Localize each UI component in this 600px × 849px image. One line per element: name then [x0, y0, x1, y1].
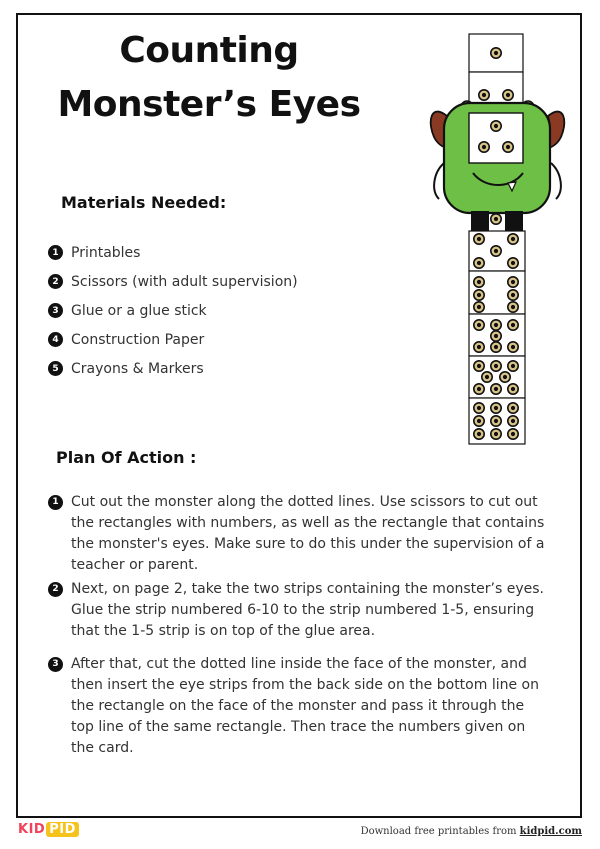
material-text: Scissors (with adult supervision)	[71, 273, 298, 290]
number-badge: 3	[48, 657, 63, 672]
material-text: Construction Paper	[71, 331, 205, 348]
footer-text: Download free printables from	[360, 826, 517, 837]
material-text: Printables	[71, 244, 141, 261]
page-title: Counting Monster’s Eyes	[57, 30, 361, 125]
number-badge: 1	[48, 245, 63, 260]
number-badge: 3	[48, 303, 63, 318]
list-item	[48, 579, 548, 654]
logo-kid-text: KID	[18, 822, 46, 837]
materials-list	[48, 238, 298, 383]
kidpid-logo[interactable]	[18, 822, 79, 837]
number-badge: 5	[48, 361, 63, 376]
list-item	[48, 267, 298, 296]
material-text: Glue or a glue stick	[71, 302, 207, 319]
number-badge: 1	[48, 495, 63, 510]
number-badge: 2	[48, 582, 63, 597]
list-item	[48, 354, 298, 383]
number-badge: 4	[48, 332, 63, 347]
list-item	[48, 325, 298, 354]
material-text: Crayons & Markers	[71, 360, 204, 377]
plan-heading: Plan Of Action :	[56, 448, 197, 467]
list-item	[48, 296, 298, 325]
footer-note	[361, 826, 582, 837]
list-item	[48, 238, 298, 267]
plan-steps-list	[48, 492, 548, 759]
step-text: After that, cut the dotted line inside the face of the monster, and then insert the eye strips from the back side on the bottom line on the rectangle on the face of the monster and pass it through the top line of the same rectangle. Then trace the numbers given on the card.	[71, 656, 539, 756]
footer-link[interactable]: kidpid.com	[519, 826, 582, 837]
list-item	[48, 492, 548, 579]
number-badge: 2	[48, 274, 63, 289]
monster-illustration	[425, 33, 570, 448]
step-text: Next, on page 2, take the two strips containing the monster’s eyes. Glue the strip numbered 6-10 to the strip numbered 1-5, ensuring that the 1-5 strip is on top of the glue area.	[71, 581, 544, 639]
step-text: Cut out the monster along the dotted lines. Use scissors to cut out the rectangles with numbers, as well as the rectangle that contains the monster's eyes. Make sure to do this under the supervision of a teacher or parent.	[71, 494, 545, 573]
logo-pid-text: PID	[46, 822, 79, 837]
materials-heading: Materials Needed:	[61, 193, 227, 212]
list-item	[48, 654, 548, 759]
